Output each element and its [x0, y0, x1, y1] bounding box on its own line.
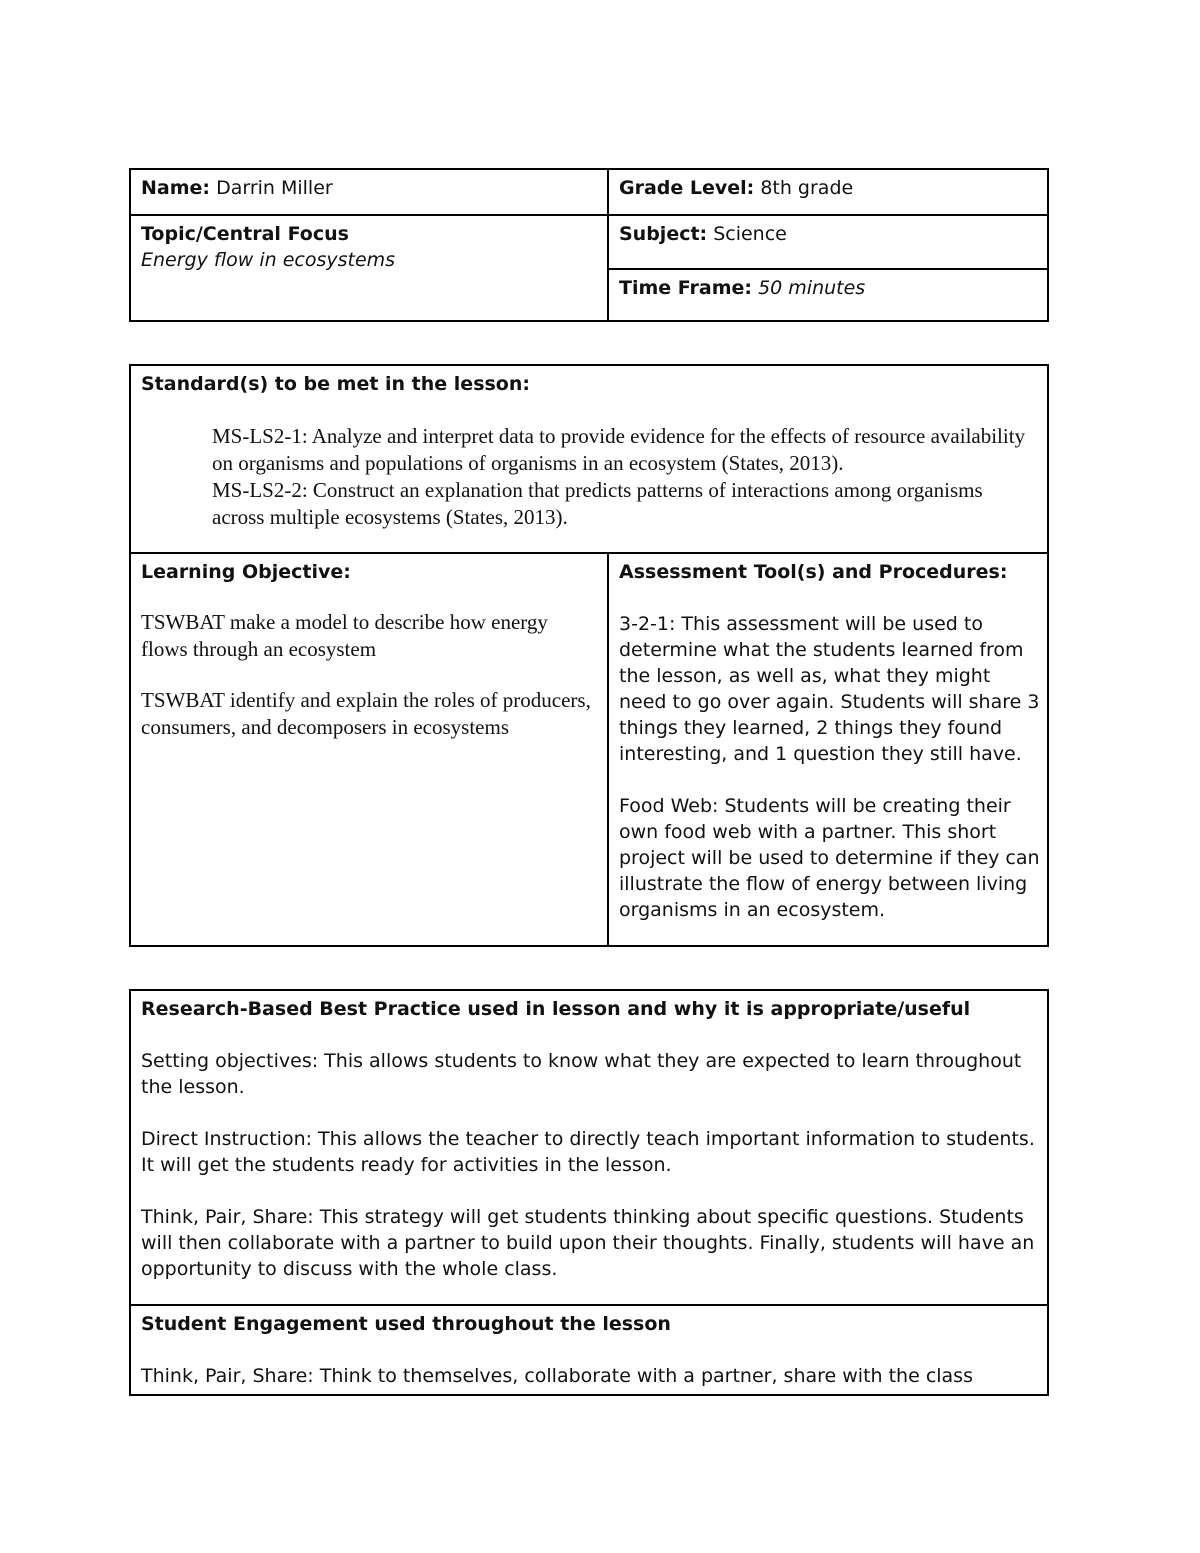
assessment-cell: [609, 554, 1047, 923]
name-label: Name:: [141, 177, 211, 199]
best-practice-item: Setting objectives: This allows students to know what they are expected to learn throughout the lesson.: [141, 1050, 1022, 1098]
best-practice-item: Direct Instruction: This allows the teacher to directly teach important information to students. It will get the students ready for activities in the lesson.: [141, 1128, 1035, 1176]
name-value: Darrin Miller: [216, 177, 333, 199]
assessment-heading: Assessment Tool(s) and Procedures:: [619, 561, 1008, 583]
topic-cell: [131, 216, 607, 273]
standards-cell: [131, 366, 1047, 531]
best-practice-cell: [131, 991, 1047, 1282]
assessment-item: Food Web: Students will be creating their own food web with a partner. This short project will be used to determine if they can illustrate the flow of energy between living organisms in an ecosystem.: [619, 795, 1040, 921]
engagement-cell: [131, 1306, 1047, 1389]
learning-objective-cell: [131, 554, 607, 741]
learning-objective-heading: Learning Objective:: [141, 561, 351, 583]
standards-list: [141, 423, 1037, 531]
time-frame-cell: [609, 270, 1047, 301]
subject-value: Science: [713, 223, 787, 245]
engagement-text: Think, Pair, Share: Think to themselves, collaborate with a partner, share with the class: [141, 1365, 973, 1387]
grade-level-label: Grade Level:: [619, 177, 755, 199]
standard-item: MS-LS2-2: Construct an explanation that predicts patterns of interactions among organisms across multiple ecosystems (States, 2013).: [212, 478, 983, 529]
subject-label: Subject:: [619, 223, 708, 245]
objective-item: TSWBAT identify and explain the roles of producers, consumers, and decomposers in ecosystems: [141, 688, 591, 739]
lesson-header-table: [129, 168, 1049, 322]
best-practice-item: Think, Pair, Share: This strategy will get students thinking about specific questions. Students will then collaborate with a partner to build upon their thoughts. Finally, students will have an opportunity to discuss with the whole class.: [141, 1206, 1035, 1280]
standard-item: MS-LS2-1: Analyze and interpret data to provide evidence for the effects of resource availability on organisms and populations of organisms in an ecosystem (States, 2013).: [212, 424, 1026, 475]
time-frame-label: Time Frame:: [619, 277, 753, 299]
objective-item: TSWBAT make a model to describe how energy flows through an ecosystem: [141, 610, 548, 661]
subject-cell: [609, 216, 1047, 247]
best-practice-heading: Research-Based Best Practice used in lesson and why it is appropriate/useful: [141, 998, 971, 1020]
time-frame-value: 50 minutes: [758, 277, 866, 299]
standards-objectives-table: [129, 364, 1049, 947]
name-cell: [131, 170, 607, 214]
assessment-item: 3-2-1: This assessment will be used to determine what the students learned from the lesson, as well as, what they might need to go over again. Students will share 3 things they learned, 2 things they found interesting, and 1 question they still have.: [619, 613, 1040, 765]
engagement-heading: Student Engagement used throughout the lesson: [141, 1313, 671, 1335]
grade-level-value: 8th grade: [760, 177, 854, 199]
standards-heading: Standard(s) to be met in the lesson:: [141, 373, 530, 395]
topic-label: Topic/Central Focus: [141, 223, 349, 245]
grade-level-cell: [609, 170, 1047, 214]
topic-value: Energy flow in ecosystems: [141, 249, 396, 271]
practice-engagement-table: [129, 989, 1049, 1396]
